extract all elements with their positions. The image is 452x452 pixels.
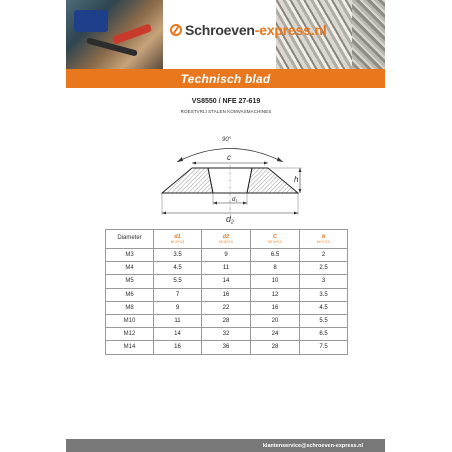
cell-c: 28 xyxy=(251,341,300,354)
d2-label: d2 xyxy=(226,214,234,225)
washer-left-section xyxy=(162,168,213,193)
cell-c: 10 xyxy=(251,275,300,288)
cell-diameter: M10 xyxy=(106,314,154,327)
washer-right-section xyxy=(247,168,298,193)
table-row xyxy=(106,328,348,341)
cell-d1: 11 xyxy=(154,314,202,327)
d1-arrow-left xyxy=(213,202,217,205)
cell-h: 2 xyxy=(300,249,348,262)
cell-d1: 9 xyxy=(154,301,202,314)
arrow-left xyxy=(177,157,183,162)
cell-h: 4.5 xyxy=(300,301,348,314)
brand-name: Schroeven-express.nl xyxy=(185,22,327,38)
cell-d1: 5.5 xyxy=(154,275,202,288)
document-subtitle: ROESTVRIJ STALEN KOMVASMACHINES xyxy=(180,109,272,114)
c-arrow-right xyxy=(264,162,268,165)
cell-h: 5.5 xyxy=(300,314,348,327)
customer-service-email[interactable]: klantenservice@schroeven-express.nl xyxy=(262,442,363,449)
d1-arrow-right xyxy=(243,202,247,205)
cell-d2: 11 xyxy=(202,262,251,275)
d2-arrow-left xyxy=(162,212,166,215)
cell-diameter: M12 xyxy=(106,328,154,341)
cell-d1: 16 xyxy=(154,341,202,354)
cell-d2: 16 xyxy=(202,288,251,301)
header-d2: d2 MI 0/+0,3 xyxy=(202,230,251,249)
table-row xyxy=(106,314,348,327)
table-row xyxy=(106,249,348,262)
brand-logo[interactable] xyxy=(170,22,327,38)
cell-d2: 14 xyxy=(202,275,251,288)
cell-d2: 36 xyxy=(202,341,251,354)
cell-diameter: M14 xyxy=(106,341,154,354)
cell-diameter: M8 xyxy=(106,301,154,314)
cell-c: 20 xyxy=(251,314,300,327)
h-arrow-top xyxy=(299,168,302,172)
cell-h: 7.5 xyxy=(300,341,348,354)
title-banner xyxy=(66,69,385,88)
cell-h: 3.5 xyxy=(300,288,348,301)
table-row xyxy=(106,301,348,314)
dimension-table xyxy=(105,229,348,355)
cell-diameter: M6 xyxy=(106,288,154,301)
table-row xyxy=(106,262,348,275)
washer-drawing xyxy=(150,125,310,225)
cell-h: 2.5 xyxy=(300,262,348,275)
document-title: VS8550 / NFE 27-619 xyxy=(191,98,261,105)
h-arrow-bottom xyxy=(299,189,302,193)
cell-h: 6.5 xyxy=(300,328,348,341)
angle-label: 90° xyxy=(222,137,232,143)
header-banner xyxy=(66,0,385,69)
header-h: h MI +/-0,3 xyxy=(300,230,348,249)
header-diameter: Diameter xyxy=(106,230,154,249)
cell-c: 16 xyxy=(251,301,300,314)
cell-d2: 9 xyxy=(202,249,251,262)
screwdriver-image xyxy=(112,23,152,44)
cell-diameter: M5 xyxy=(106,275,154,288)
screws-photo-right xyxy=(352,0,385,69)
d2-arrow-right xyxy=(294,212,298,215)
cell-c: 8 xyxy=(251,262,300,275)
d1-label: d1 xyxy=(232,197,238,203)
table-header-row xyxy=(106,230,348,249)
footer-bar xyxy=(66,439,385,452)
logo-icon xyxy=(170,24,182,36)
cell-diameter: M4 xyxy=(106,262,154,275)
cell-c: 6.5 xyxy=(251,249,300,262)
cell-d1: 4.5 xyxy=(154,262,202,275)
cell-d2: 22 xyxy=(202,301,251,314)
table-row xyxy=(106,341,348,354)
tools-photo xyxy=(66,0,163,69)
cell-c: 12 xyxy=(251,288,300,301)
table-row xyxy=(106,275,348,288)
cell-d1: 14 xyxy=(154,328,202,341)
cell-d1: 7 xyxy=(154,288,202,301)
arrow-right xyxy=(277,157,283,162)
toolbox-image xyxy=(74,10,108,32)
cell-diameter: M3 xyxy=(106,249,154,262)
header-c: C MI 0/+0,3 xyxy=(251,230,300,249)
cell-d2: 32 xyxy=(202,328,251,341)
table-row xyxy=(106,288,348,301)
header-d1: d1 MI 0/+0,3 xyxy=(154,230,202,249)
cell-d2: 28 xyxy=(202,314,251,327)
cell-c: 24 xyxy=(251,328,300,341)
banner-title: Technisch blad xyxy=(180,71,271,86)
c-label: c xyxy=(227,153,231,162)
cell-d1: 3.5 xyxy=(154,249,202,262)
h-label: h xyxy=(294,175,299,184)
cell-h: 3 xyxy=(300,275,348,288)
c-arrow-left xyxy=(192,162,196,165)
